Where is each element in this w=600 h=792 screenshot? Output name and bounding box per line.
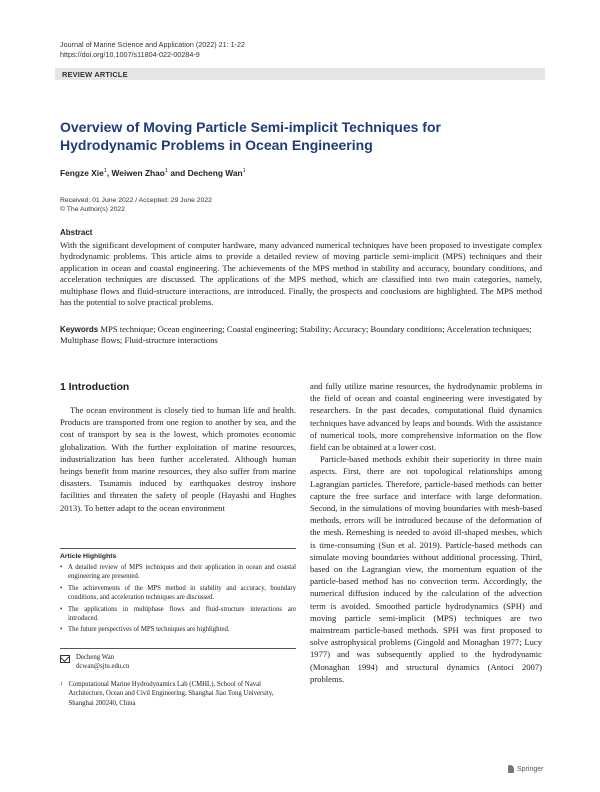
bullet-icon: • — [60, 605, 63, 613]
corresponding-name: Decheng Wan — [76, 654, 115, 661]
journal-citation — [60, 40, 245, 60]
keywords-text: MPS technique; Ocean engineering; Coastal engineering; Stability; Accuracy; Boundary conditions; Acceleration techniques; Multiphase flows; Fluid-structure interactions — [60, 324, 532, 346]
body-column-left — [60, 404, 296, 514]
keywords-label: Keywords — [60, 325, 99, 334]
paragraph: and fully utilize marine resources, the hydrodynamic problems in the field of ocean and coastal engineering were investigated by researchers. In the past decades, computational fluid dynamics techniques have advanced by leaps and bounds. With the assistance of numerical tools, more comprehensive information on the flow field can be obtained at a lower cost. — [310, 381, 542, 453]
bullet-icon: • — [60, 584, 63, 592]
abstract-text: With the significant development of computer hardware, many advanced numerical techniques have been proposed to investigate complex hydrodynamic problems. This article aims to provide a detailed review of moving particle semi-implicit (MPS) techniques and their application in ocean and coastal engineering. The achievements of the MPS method in stability and accuracy, boundary conditions, and acceleration techniques are discussed. The applications of the MPS method, which are classified into two main categories, namely, multiphase flows and fluid-structure interactions, are introduced. Finally, the prospects and conclusions are highlighted. The MPS method has the potential to solve practical problems. — [60, 240, 542, 308]
author-name[interactable]: Fengze Xie — [60, 168, 104, 178]
affiliation-text: Computational Marine Hydrodynamics Lab (CMHL), School of Naval Architecture, Ocean and Civil Engineering, Shanghai Jiao Tong University, Shanghai 200240, China — [68, 680, 274, 707]
author-separator: , — [106, 168, 112, 178]
list-item: • The applications in multiphase flows and fluid-structure interactions are introduced. — [60, 605, 296, 623]
email-link[interactable]: dcwan@sjtu.edu.cn — [76, 663, 130, 671]
author-name[interactable]: Weiwen Zhao — [111, 168, 165, 178]
list-item: • The achievements of the MPS method in stability and accuracy, boundary conditions, and acceleration techniques are discussed. — [60, 584, 296, 602]
envelope-icon — [60, 655, 70, 663]
journal-line: Journal of Marine Science and Application (2022) 21: 1-22 — [60, 40, 245, 49]
author-list — [60, 168, 246, 178]
keywords — [60, 324, 542, 347]
springer-horse-icon — [508, 765, 514, 773]
paragraph: The ocean environment is closely tied to human life and health. Products are transported from one region to another by sea, and the cost of transport by sea is the lowest, which promotes economic globalization. With the further exploitation of marine resources, industrialization has been further accelerated. Although human beings benefit from marine resources, they also suffer from marine disasters. Tsunamis induced by earthquakes destroy inshore facilities and threaten the safety of people (Hayashi and Hughes 2013). To better adapt to the ocean environment — [60, 405, 296, 513]
abstract-heading: Abstract — [60, 228, 93, 237]
publisher-logo — [508, 765, 543, 773]
doi-link[interactable]: https://doi.org/10.1007/s11804-022-00284-9 — [60, 50, 200, 59]
highlights-list — [60, 563, 296, 635]
highlights-title: Article Highlights — [60, 553, 117, 560]
corresponding-author — [60, 648, 296, 708]
section-heading: 1 Introduction — [60, 382, 130, 393]
article-highlights — [60, 548, 296, 637]
affiliation-marker: 1 — [242, 168, 246, 175]
affiliation-marker: 1 — [164, 168, 169, 175]
author-name[interactable]: Decheng Wan — [187, 168, 243, 178]
publisher-name: Springer — [517, 765, 544, 773]
bullet-icon: • — [60, 626, 63, 634]
article-type-bar — [55, 68, 545, 80]
copyright: © The Author(s) 2022 — [60, 206, 125, 213]
affiliation-number: 1 — [60, 681, 63, 687]
paragraph: Particle-based methods exhibit their superiority in three main aspects. First, there are not topological relationships among Lagrangian particles. Therefore, particle-based methods can better capture the free surface and interface with large deformation. Second, in the simulations of moving boundaries with mesh-based methods, errors will be introduced because of the deformation of the mesh. Remeshing is needed to avoid ill-shaped meshes, which is time-consuming (Sun et al. 2019). Particle-based methods can simulate moving boundaries without additional processing. Third, based on the Lagrangian view, the momentum equation of the particle-based method has no convection term. Accordingly, the numerical diffusion induced by the calculation of the advection term is avoided. Smoothed particle hydrodynamics (SPH) and moving particle semi-implicit (MPS) techniques are two mainstream particle-based methods. SPH was first proposed to solve astrophysical problems (Gingold and Monaghan 1977; Lucy 1977) and was subsequently applied to the hydrodynamic (Monaghan 1994) and structural dynamics (Antoci 2007) problems. — [310, 454, 542, 684]
list-item: • A detailed review of MPS techniques and their application in ocean and coastal engineering are presented. — [60, 564, 296, 581]
affiliation — [60, 680, 296, 708]
paper-title: Overview of Moving Particle Semi-implicit Techniques for Hydrodynamic Problems in Ocean Engineering — [60, 119, 441, 153]
article-type-label: REVIEW ARTICLE — [62, 70, 128, 79]
contact-row — [60, 653, 296, 672]
received-accepted: Received: 01 June 2022 / Accepted: 29 June 2022 — [60, 197, 212, 204]
author-separator: and — [168, 168, 188, 178]
body-column-right — [310, 380, 542, 685]
list-item: • The future perspectives of MPS techniques are highlighted. — [60, 626, 230, 634]
affiliation-marker: 1 — [103, 168, 107, 175]
article-dates — [60, 196, 212, 214]
bullet-icon: • — [60, 564, 63, 571]
